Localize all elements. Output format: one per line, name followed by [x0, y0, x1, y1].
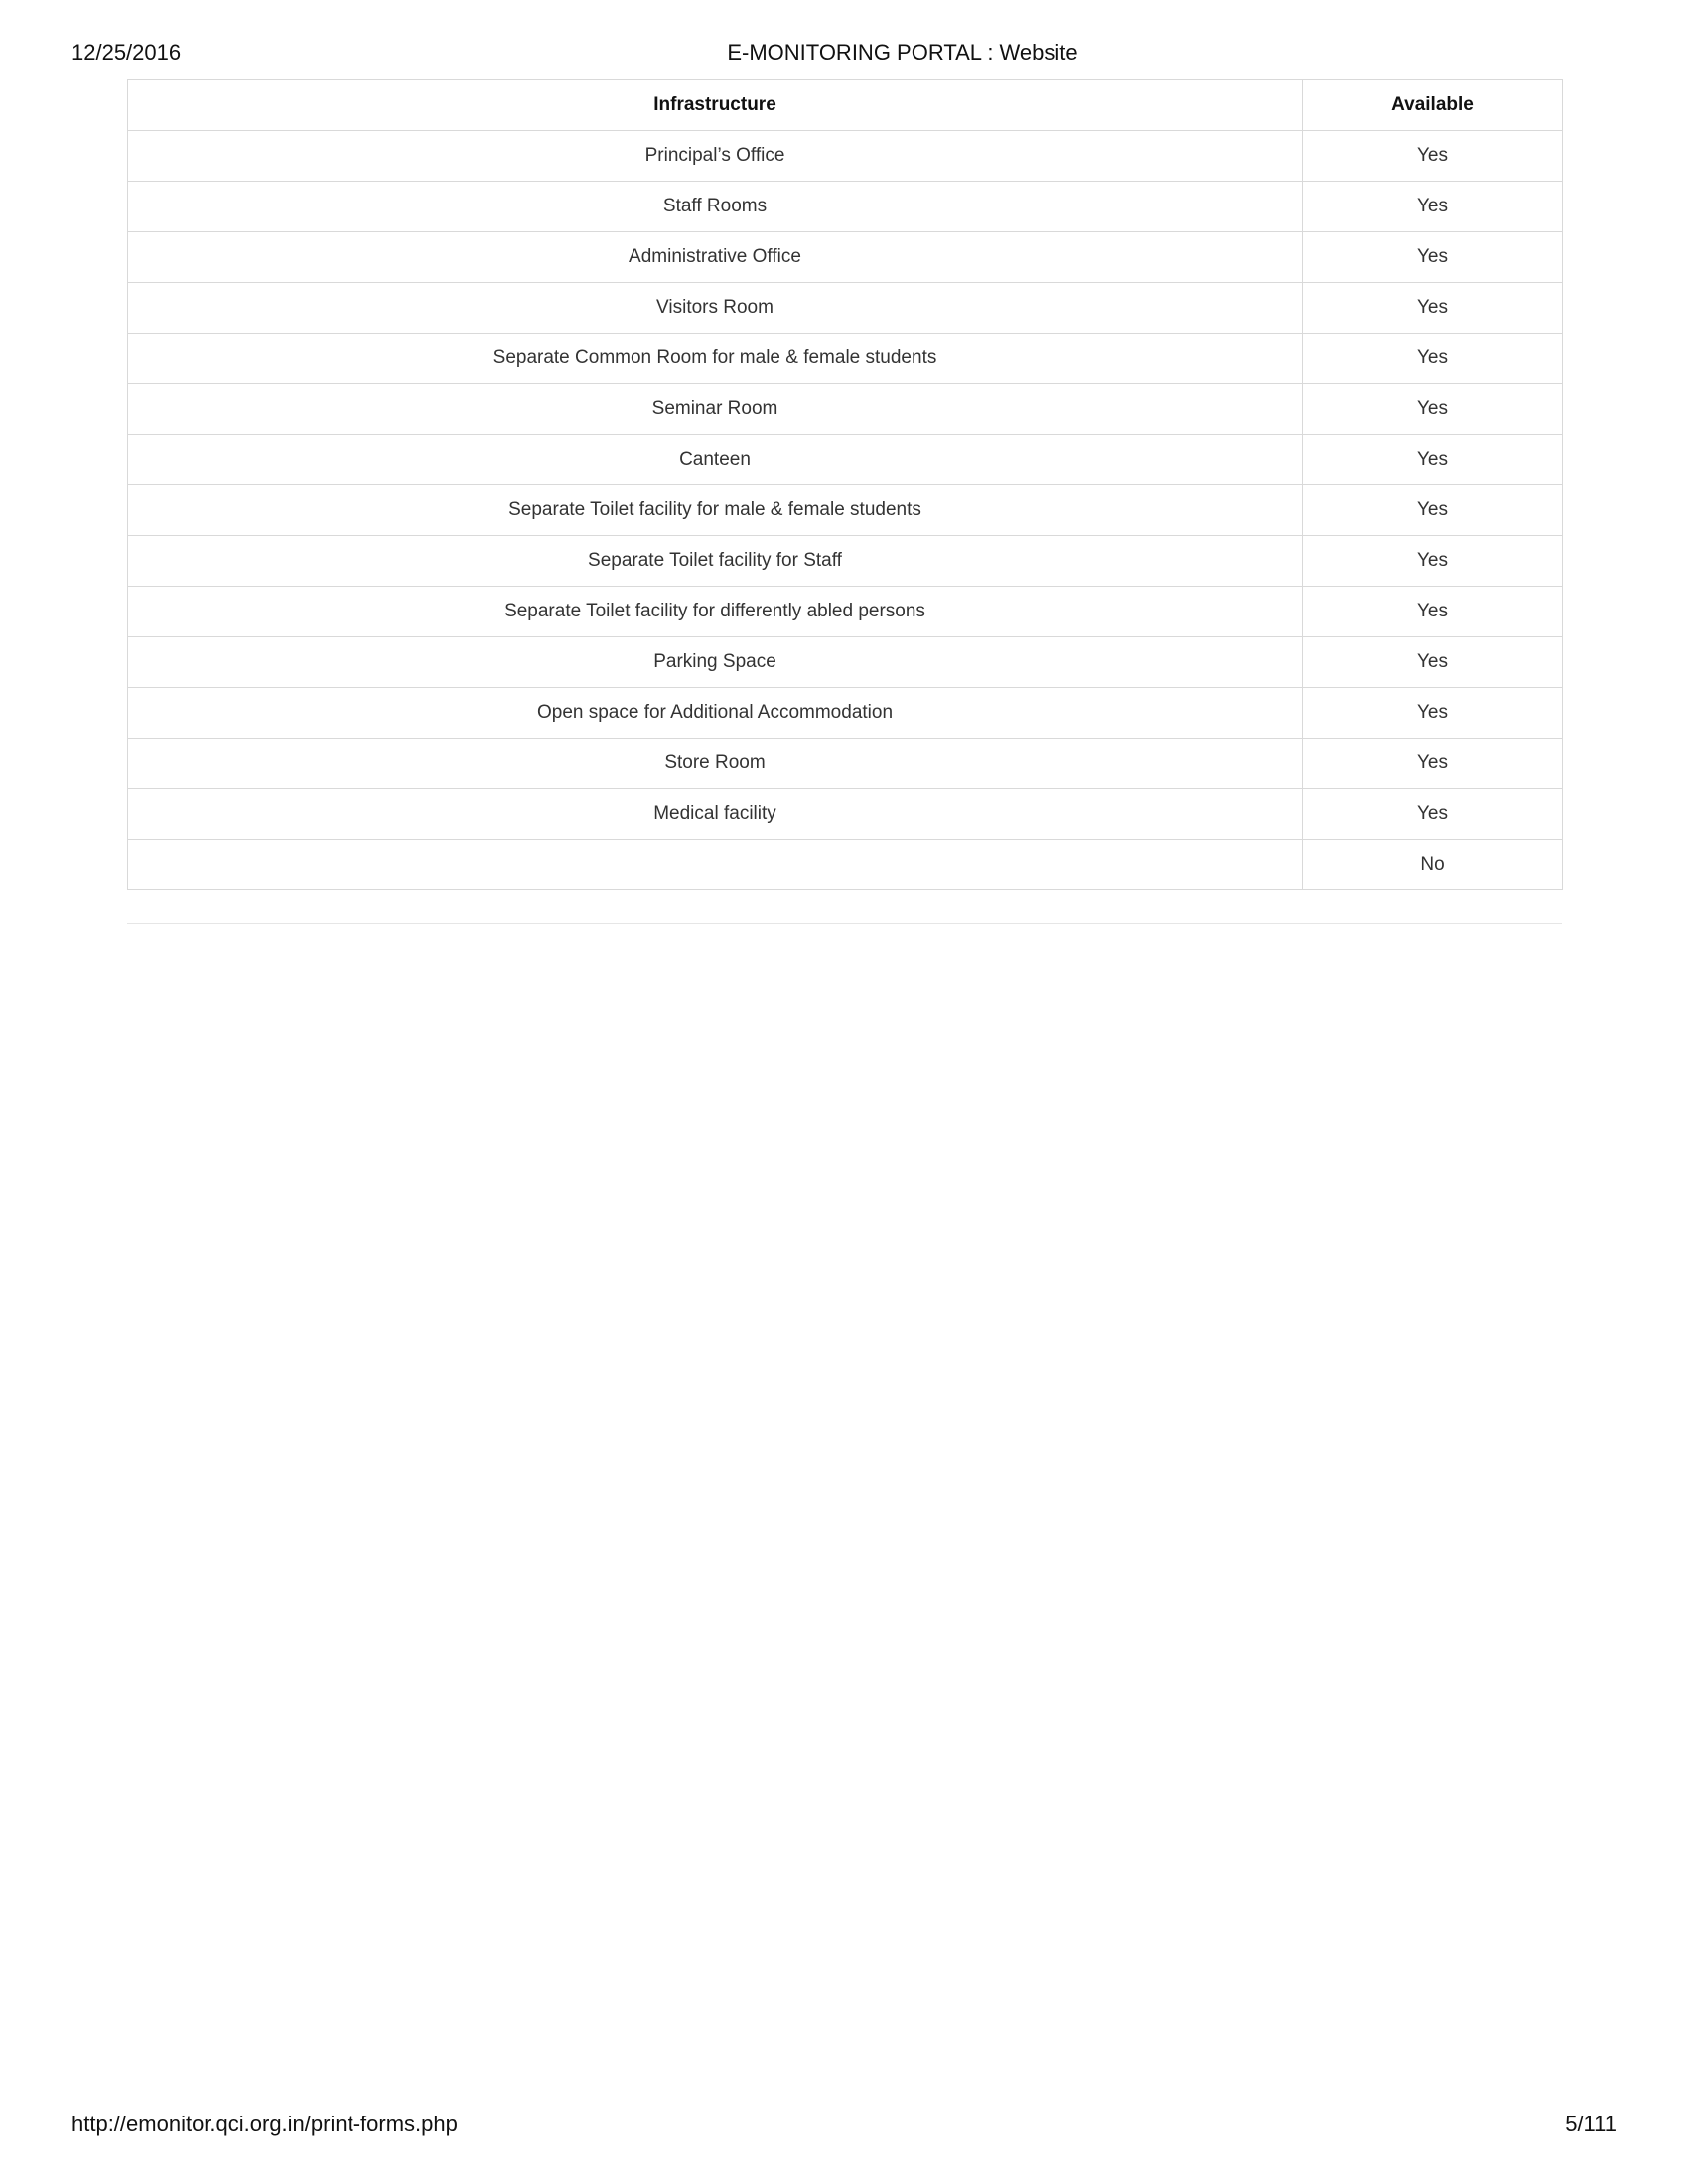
table-row [128, 587, 1563, 637]
page-number: 5/111 [1565, 2112, 1617, 2136]
table-row [128, 637, 1563, 688]
print-date: 12/25/2016 [71, 40, 182, 65]
table-row [128, 334, 1563, 384]
infrastructure-cell: Separate Toilet facility for male & female students [128, 485, 1303, 536]
infrastructure-cell: Administrative Office [128, 232, 1303, 283]
available-cell: Yes [1303, 131, 1563, 182]
column-header-infrastructure: Infrastructure [128, 80, 1303, 131]
infrastructure-cell: Principal’s Office [128, 131, 1303, 182]
page-title: E-MONITORING PORTAL : Website [727, 40, 1078, 65]
infrastructure-cell: Separate Common Room for male & female students [128, 334, 1303, 384]
table-row [128, 789, 1563, 840]
divider [127, 923, 1562, 924]
table-row [128, 536, 1563, 587]
available-cell: Yes [1303, 334, 1563, 384]
table-row [128, 485, 1563, 536]
available-cell: Yes [1303, 232, 1563, 283]
table-row [128, 688, 1563, 739]
table-header-row [128, 80, 1563, 131]
infrastructure-cell: Staff Rooms [128, 182, 1303, 232]
table-row [128, 384, 1563, 435]
available-cell: Yes [1303, 637, 1563, 688]
infrastructure-cell: Open space for Additional Accommodation [128, 688, 1303, 739]
infrastructure-cell: Store Room [128, 739, 1303, 789]
infrastructure-cell: Canteen [128, 435, 1303, 485]
table-row [128, 232, 1563, 283]
table-row [128, 283, 1563, 334]
available-cell: Yes [1303, 283, 1563, 334]
table-row [128, 131, 1563, 182]
column-header-available: Available [1303, 80, 1563, 131]
infrastructure-cell: Parking Space [128, 637, 1303, 688]
available-cell: Yes [1303, 536, 1563, 587]
available-cell: Yes [1303, 688, 1563, 739]
infrastructure-cell: Separate Toilet facility for differently abled persons [128, 587, 1303, 637]
infrastructure-cell: Medical facility [128, 789, 1303, 840]
table-row [128, 435, 1563, 485]
available-cell: Yes [1303, 789, 1563, 840]
infrastructure-cell: Seminar Room [128, 384, 1303, 435]
table-row [128, 739, 1563, 789]
available-cell: Yes [1303, 587, 1563, 637]
infrastructure-table [127, 79, 1563, 890]
available-cell: No [1303, 840, 1563, 890]
available-cell: Yes [1303, 182, 1563, 232]
infrastructure-cell: Visitors Room [128, 283, 1303, 334]
infrastructure-cell: Separate Toilet facility for Staff [128, 536, 1303, 587]
available-cell: Yes [1303, 435, 1563, 485]
table-row [128, 840, 1563, 890]
table-row [128, 182, 1563, 232]
print-header [0, 0, 1688, 79]
available-cell: Yes [1303, 485, 1563, 536]
available-cell: Yes [1303, 384, 1563, 435]
infrastructure-cell [128, 840, 1303, 890]
available-cell: Yes [1303, 739, 1563, 789]
print-url: http://emonitor.qci.org.in/print-forms.php [71, 2112, 458, 2136]
